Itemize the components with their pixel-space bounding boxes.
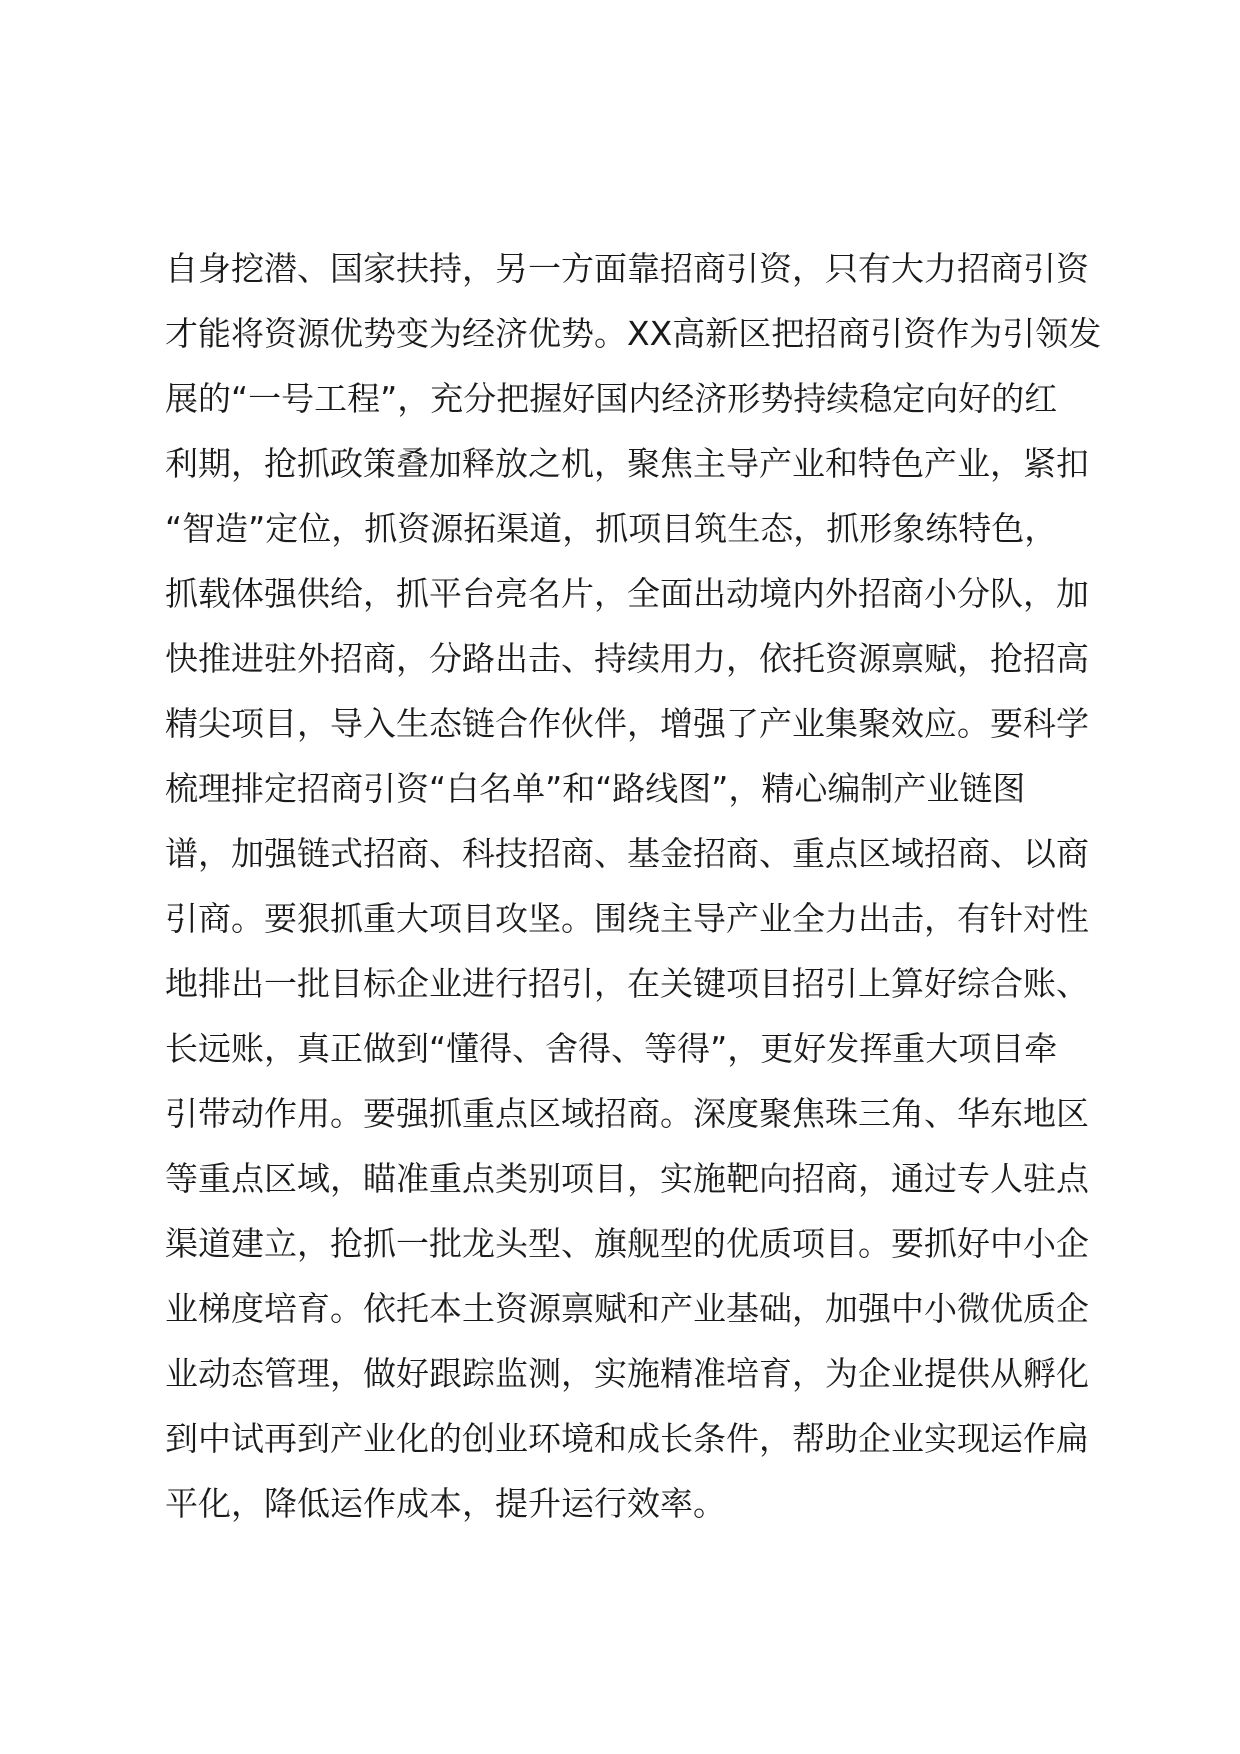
paragraph-line: 自身挖潜、国家扶持，另一方面靠招商引资，只有大力招商引资: [165, 249, 1089, 288]
paragraph-line: “智造”定位，抓资源拓渠道，抓项目筑生态，抓形象练特色，: [165, 509, 1058, 548]
paragraph-line: 引商。要狠抓重大项目攻坚。围绕主导产业全力出击，有针对性: [165, 899, 1089, 938]
paragraph-line: 抓载体强供给，抓平台亮名片，全面出动境内外招商小分队，加: [165, 574, 1089, 613]
paragraph-line: 谱，加强链式招商、科技招商、基金招商、重点区域招商、以商: [165, 834, 1089, 873]
paragraph-line: 展的“一号工程”，充分把握好国内经济形势持续稳定向好的红: [165, 379, 1058, 418]
paragraph-line: 长远账，真正做到“懂得、舍得、等得”，更好发挥重大项目牵: [165, 1029, 1058, 1068]
paragraph-line: 地排出一批目标企业进行招引，在关键项目招引上算好综合账、: [165, 964, 1089, 1003]
paragraph-line: 业动态管理，做好跟踪监测，实施精准培育，为企业提供从孵化: [165, 1354, 1089, 1393]
paragraph-line: 等重点区域，瞄准重点类别项目，实施靶向招商，通过专人驻点: [165, 1159, 1089, 1198]
paragraph-line: 利期，抢抓政策叠加释放之机，聚焦主导产业和特色产业，紧扣: [165, 444, 1089, 483]
paragraph-line: 渠道建立，抢抓一批龙头型、旗舰型的优质项目。要抓好中小企: [165, 1224, 1089, 1263]
paragraph-line: 梳理排定招商引资“白名单”和“路线图”，精心编制产业链图: [165, 769, 1026, 808]
paragraph-line: 才能将资源优势变为经济优势。XX高新区把招商引资作为引领发: [165, 314, 1102, 353]
paragraph-line: 到中试再到产业化的创业环境和成长条件，帮助企业实现运作扁: [165, 1419, 1089, 1458]
paragraph-line: 平化，降低运作成本，提升运行效率。: [165, 1484, 726, 1523]
paragraph-line: 快推进驻外招商，分路出击、持续用力，依托资源禀赋，抢招高: [165, 639, 1089, 678]
paragraph-line: 业梯度培育。依托本土资源禀赋和产业基础，加强中小微优质企: [165, 1289, 1089, 1328]
paragraph-line: 引带动作用。要强抓重点区域招商。深度聚焦珠三角、华东地区: [165, 1094, 1089, 1133]
body-paragraph: [165, 236, 1105, 1536]
paragraph-line: 精尖项目，导入生态链合作伙伴，增强了产业集聚效应。要科学: [165, 704, 1089, 743]
